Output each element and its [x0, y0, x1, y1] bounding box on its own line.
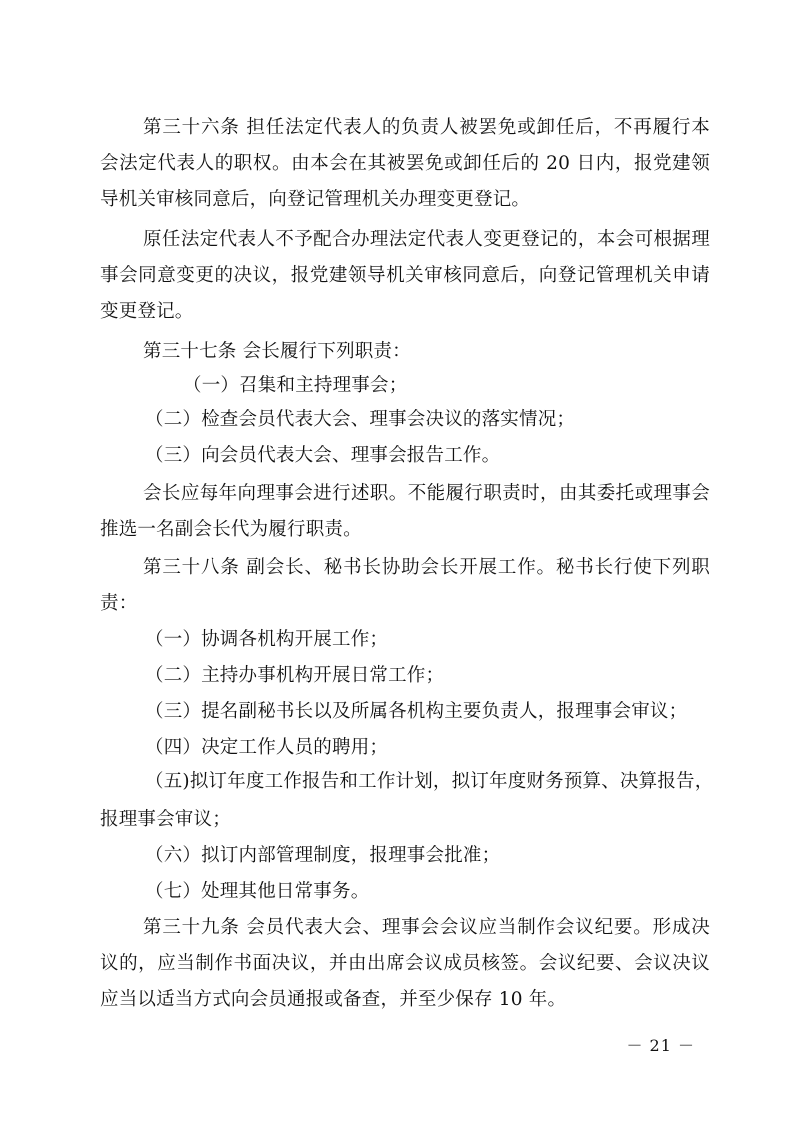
article-39-line-1: 第三十九条 会员代表大会、理事会会议应当制作会议纪要。形成决 — [143, 917, 710, 938]
list-item: （二）检查会员代表大会、理事会决议的落实情况； — [145, 409, 576, 430]
list-item: （一）召集和主持理事会； — [183, 375, 408, 396]
article-39-line-2: 议的，应当制作书面决议，并由出席会议成员核签。会议纪要、会议决议 — [100, 953, 710, 974]
article-37-heading: 第三十七条 会长履行下列职责： — [143, 341, 411, 362]
list-item: （五)拟订年度工作报告和工作计划，拟订年度财务预算、决算报告， — [145, 771, 714, 792]
article-36-line-2: 会法定代表人的职权。由本会在其被罢免或卸任后的 20 日内，报党建领 — [100, 153, 710, 174]
paragraph-line: 会长应每年向理事会进行述职。不能履行职责时，由其委托或理事会 — [143, 483, 710, 504]
page-number: － 21 － — [626, 1036, 695, 1055]
paragraph-line: 原任法定代表人不予配合办理法定代表人变更登记的，本会可根据理 — [143, 229, 710, 250]
list-item: （三）提名副秘书长以及所属各机构主要负责人，报理事会审议； — [145, 701, 688, 722]
list-item-continuation: 报理事会审议； — [100, 809, 231, 830]
list-item: （二）主持办事机构开展日常工作； — [145, 665, 445, 686]
paragraph-line: 推选一名副会长代为履行职责。 — [100, 519, 362, 540]
article-36-line-3: 导机关审核同意后，向登记管理机关办理变更登记。 — [100, 189, 531, 210]
list-item: （一）协调各机构开展工作； — [145, 629, 389, 650]
article-36-line-1: 第三十六条 担任法定代表人的负责人被罢免或卸任后，不再履行本 — [143, 117, 710, 138]
article-38-line-2: 责： — [100, 593, 138, 614]
list-item: （七）处理其他日常事务。 — [145, 881, 370, 902]
paragraph-line: 变更登记。 — [100, 301, 194, 322]
list-item: （三）向会员代表大会、理事会报告工作。 — [145, 445, 501, 466]
article-39-line-3: 应当以适当方式向会员通报或备查，并至少保存 10 年。 — [100, 989, 567, 1010]
list-item: （四）决定工作人员的聘用； — [145, 737, 389, 758]
article-38-line-1: 第三十八条 副会长、秘书长协助会长开展工作。秘书长行使下列职 — [143, 557, 710, 578]
paragraph-line: 事会同意变更的决议，报党建领导机关审核同意后，向登记管理机关申请 — [100, 265, 710, 286]
list-item: （六）拟订内部管理制度，报理事会批准； — [145, 845, 501, 866]
